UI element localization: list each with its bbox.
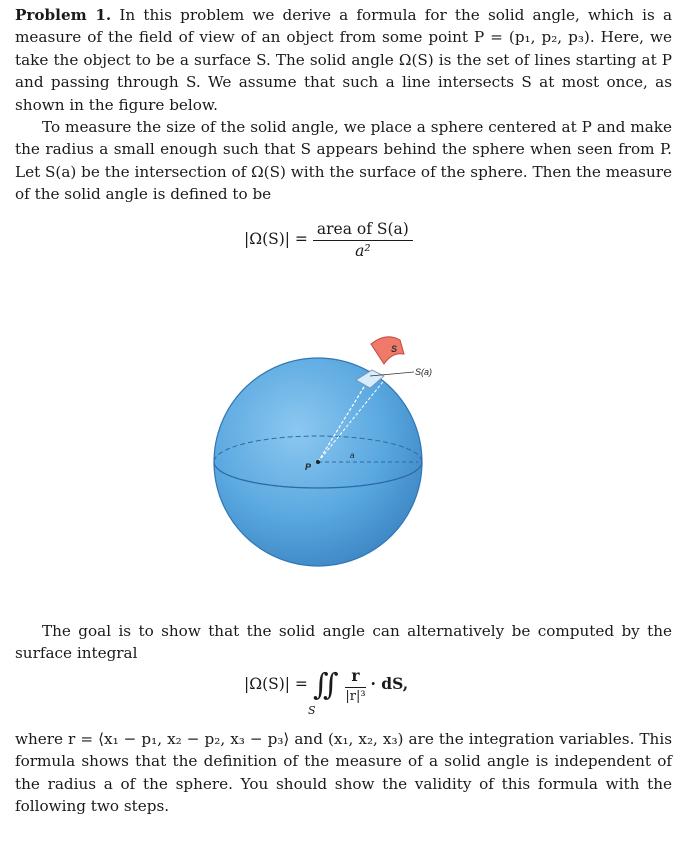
solid-angle-figure xyxy=(208,322,433,584)
eq1-fraction xyxy=(313,220,413,260)
label-p: P xyxy=(305,462,312,472)
label-sa: S(a) xyxy=(415,367,433,377)
problem-heading: Problem 1. xyxy=(15,6,112,24)
double-integral-sign: ∬ xyxy=(312,667,333,703)
eq2-lhs: |Ω(S)| = xyxy=(244,675,308,693)
surface-integral-equation xyxy=(244,666,408,720)
eq2-fraction xyxy=(345,666,365,704)
surface-s xyxy=(371,337,404,364)
integral-subscript: S xyxy=(308,704,316,717)
label-a: a xyxy=(350,451,355,460)
eq1-lhs: |Ω(S)| = xyxy=(244,230,308,248)
solid-angle-definition-equation xyxy=(244,220,413,260)
eq1-numerator: area of S(a) xyxy=(313,220,413,241)
eq2-numerator: r xyxy=(345,666,365,688)
eq1-denominator: a² xyxy=(355,242,371,260)
eq2-tail: · dS, xyxy=(370,674,409,693)
point-p xyxy=(316,460,320,464)
goal-paragraph: The goal is to show that the solid angle can alternatively be computed by the surface integral xyxy=(15,622,672,663)
intro-text: In this problem we derive a formula for the solid angle, which is a measure of the field of view of an object from some point P = (p₁, p₂, p₃). Here, we take the object to be a surface S. The solid angle Ω(S) is the set of lines starting at P and passing through S. We assume that such a line intersects S at most once, as shown in the figure below. xyxy=(15,6,672,114)
closing-paragraph: where r = ⟨x₁ − p₁, x₂ − p₂, x₃ − p₃⟩ and (x₁, x₂, x₃) are the integration variables. This formula shows that the definition of the measure of a solid angle is independent of the radius a of the sphere. You should show the validity of this formula with the following two steps. xyxy=(15,730,672,816)
measure-paragraph: To measure the size of the solid angle, we place a sphere centered at P and make the radius a small enough such that S appears behind the sphere when seen from P. Let S(a) be the intersection of Ω(S) with the surface of the sphere. Then the measure of the solid angle is defined to be xyxy=(15,118,672,204)
eq2-denominator: |r|³ xyxy=(345,689,366,704)
intro-paragraph xyxy=(15,4,672,116)
label-s: S xyxy=(391,344,398,354)
